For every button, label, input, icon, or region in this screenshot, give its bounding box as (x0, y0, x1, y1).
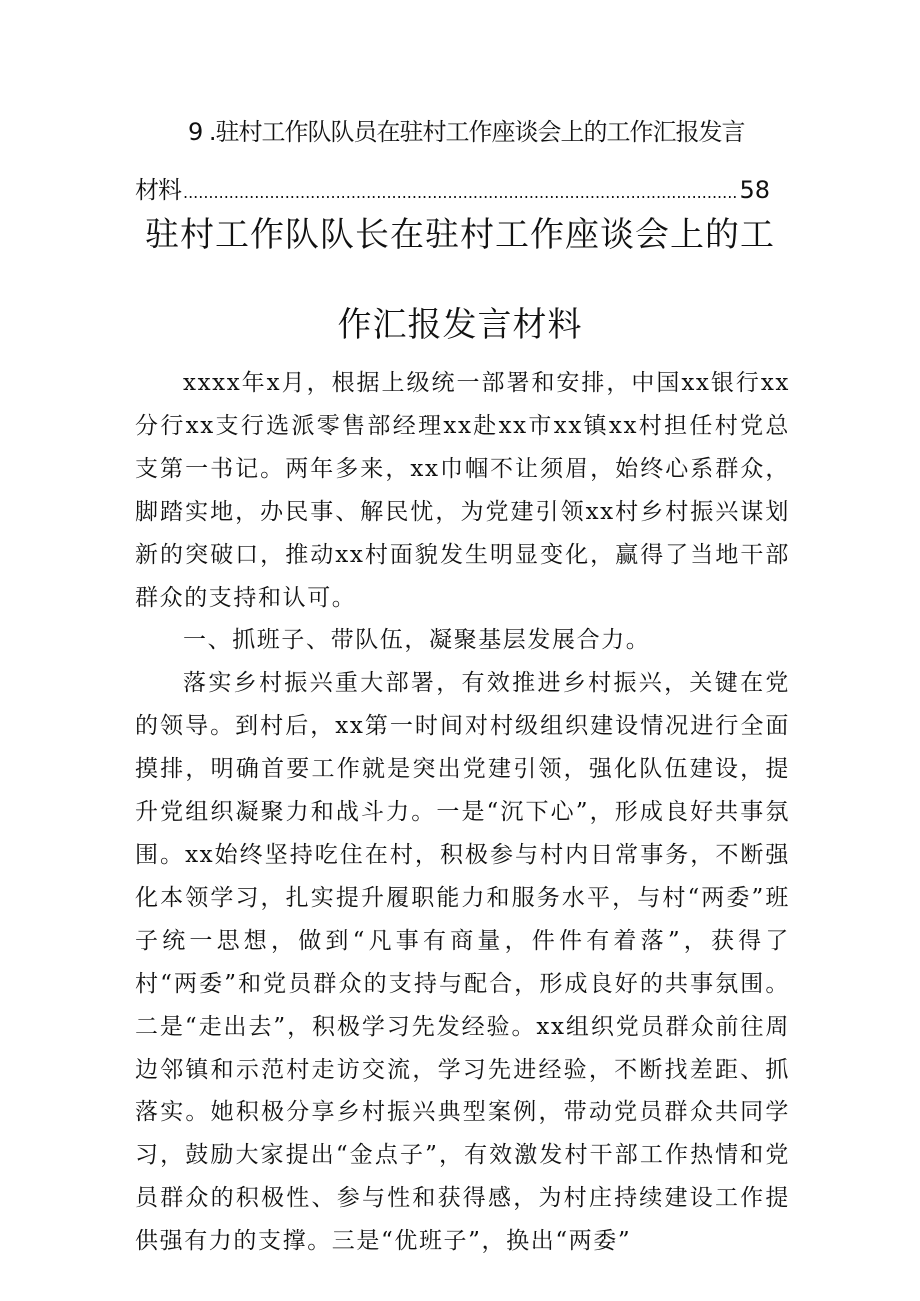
document-title-line-2: 作汇报发言材料 (337, 305, 583, 345)
document-body (135, 362, 790, 1263)
toc-entry-title: 9 .驻村工作队队员在驻村工作座谈会上的工作汇报发言 (188, 118, 745, 146)
document-title-line-1: 驻村工作队队长在驻村工作座谈会上的工 (145, 215, 775, 255)
toc-page-number: 58 (739, 176, 770, 204)
toc-entry-title-end: 材料 (135, 176, 181, 204)
body-paragraph-intro: xxxx年x月，根据上级统一部署和安排，中国xx银行xx分行xx支行选派零售部经理xx赴xx市xx镇xx村担任村党总支第一书记。两年多来，xx巾帼不让须眉，始终心系群众，脚踏实地，办民事、解民忧，为党建引领xx村乡村振兴谋划新的突破口，推动xx村面貌发生明显变化，赢得了当地干部群众的支持和认可。 (135, 370, 790, 611)
document-title (135, 190, 785, 370)
body-paragraph-section-1: 落实乡村振兴重大部署，有效推进乡村振兴，关键在党的领导。到村后，xx第一时间对村级组织建设情况进行全面摸排，明确首要工作就是突出党建引领，强化队伍建设，提升党组织凝聚力和战斗力。一是“沉下心”，形成良好共事氛围。xx始终坚持吃住在村，积极参与村内日常事务，不断强化本领学习，扎实提升履职能力和服务水平，与村“两委”班子统一思想，做到“凡事有商量，件件有着落”，获得了村“两委”和党员群众的支持与配合，形成良好的共事氛围。二是“走出去”，积极学习先发经验。xx组织党员群众前往周边邻镇和示范村走访交流，学习先进经验，不断找差距、抓落实。她积极分享乡村振兴典型案例，带动党员群众共同学习，鼓励大家提出“金点子”，有效激发村干部工作热情和党员群众的积极性、参与性和获得感，为村庄持续建设工作提供强有力的支撑。三是“优班子”，换出“两委” (135, 670, 790, 1255)
section-heading-1: 一、抓班子、带队伍，凝聚基层发展合力。 (183, 627, 651, 654)
